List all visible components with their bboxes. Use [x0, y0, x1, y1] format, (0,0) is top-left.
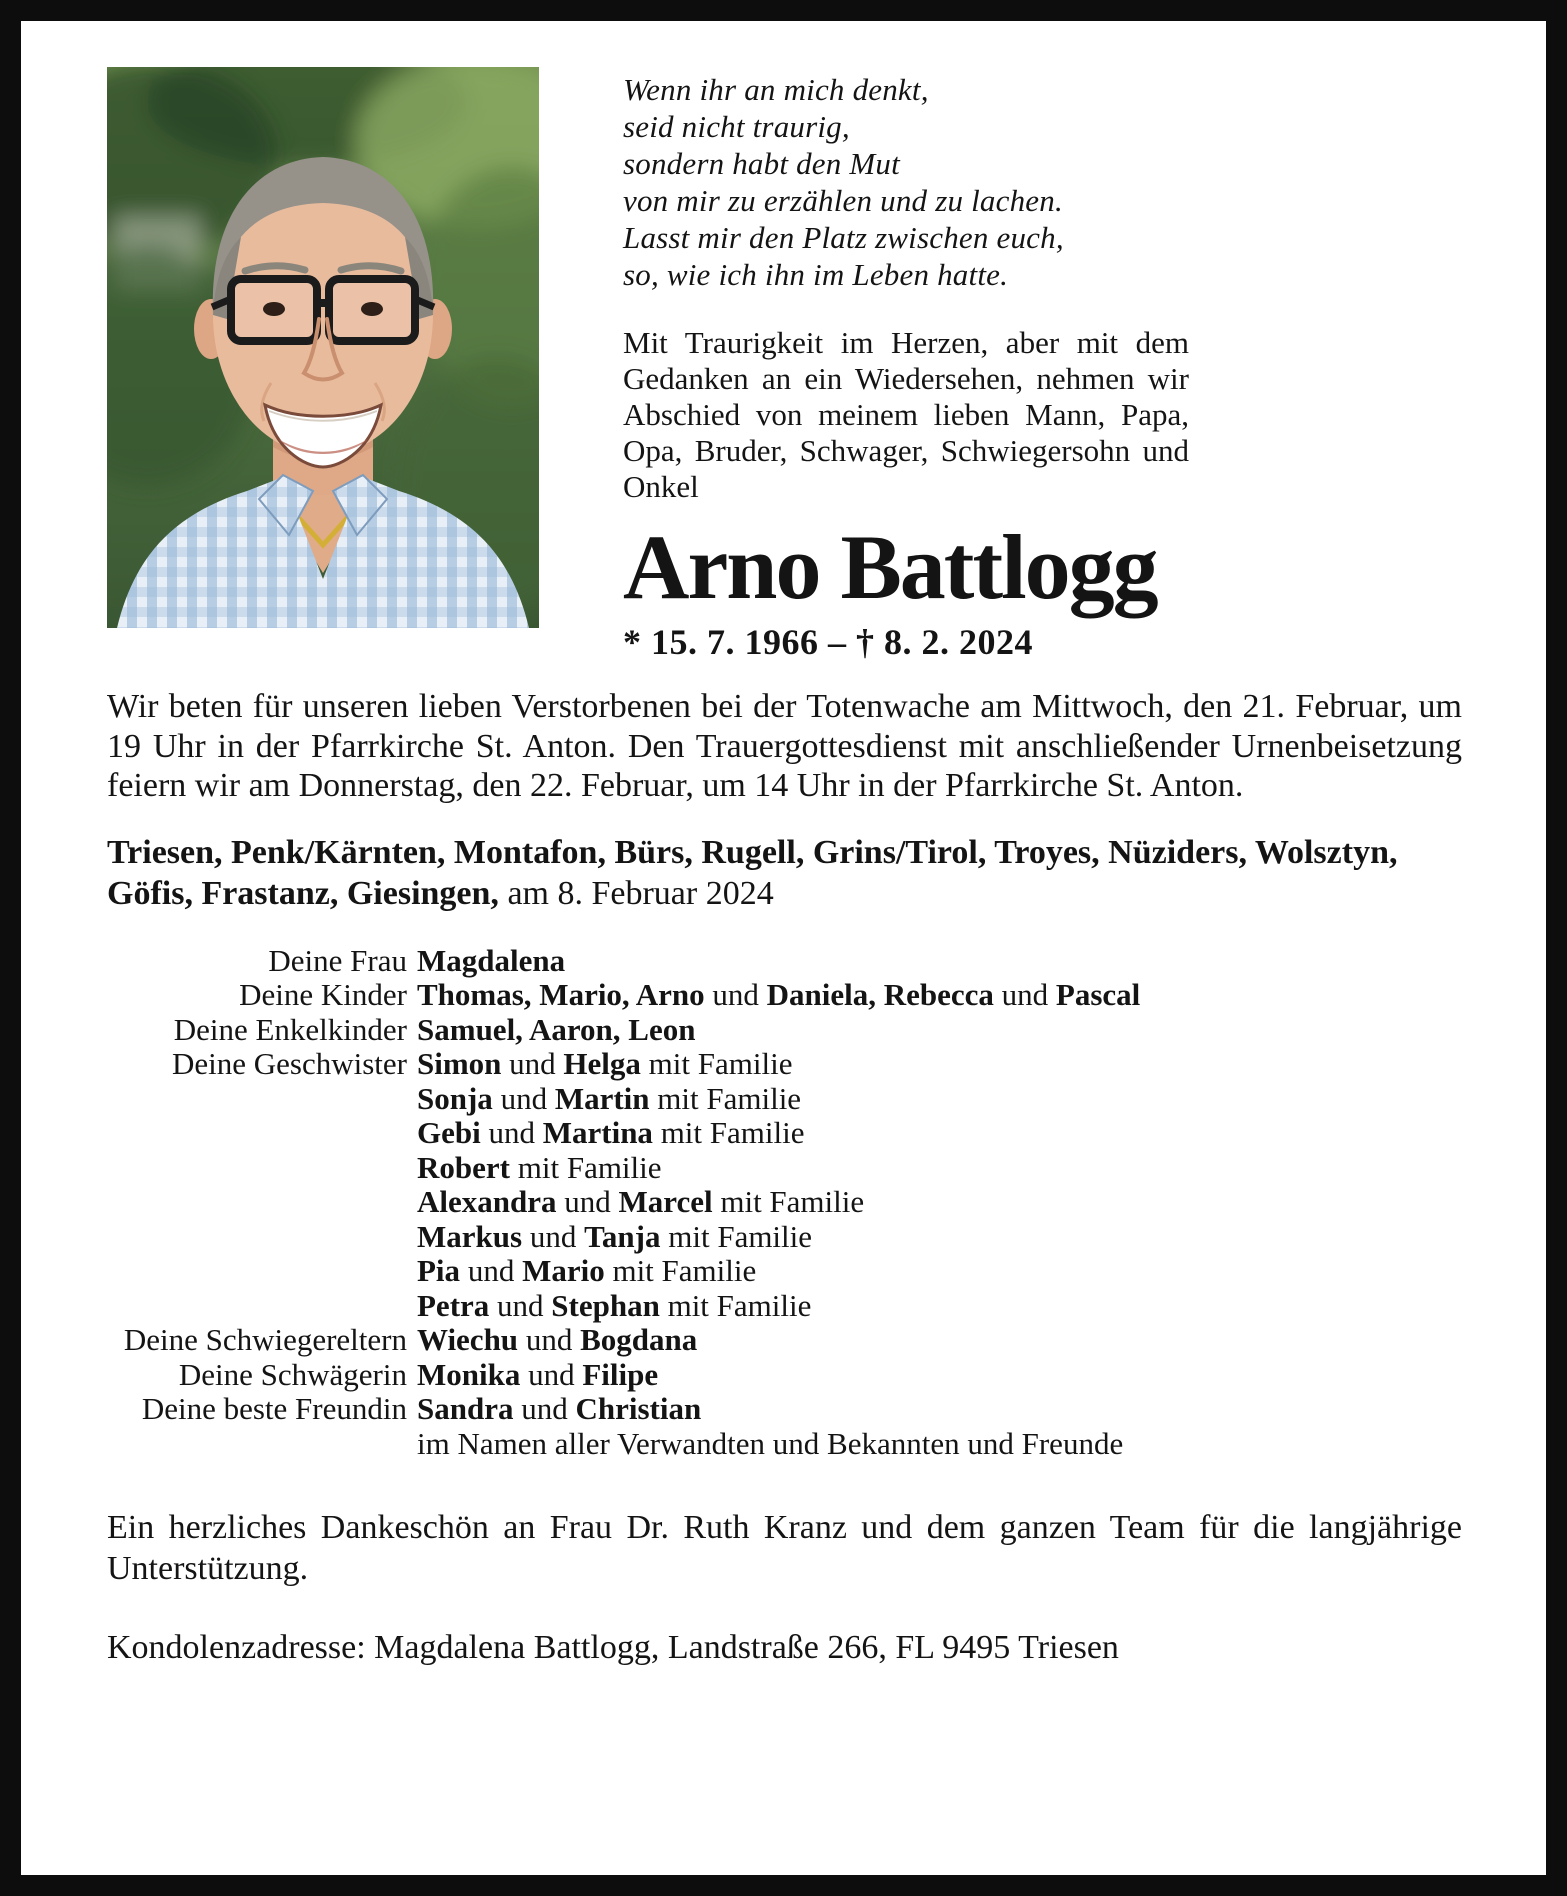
family-names: im Namen aller Verwandten und Bekannten und Freunde	[417, 1425, 1124, 1461]
family-row	[107, 1427, 1462, 1462]
poem-line: so, wie ich ihn im Leben hatte.	[623, 257, 1009, 292]
family-names: Pia und Mario mit Familie	[417, 1253, 757, 1288]
thanks-text: Ein herzliches Dankeschön an Frau Dr. Ruth Kranz und dem ganzen Team für die langjährige Unterstützung.	[107, 1509, 1462, 1587]
family-row	[107, 1358, 1462, 1393]
family-row	[107, 978, 1462, 1013]
family-row	[107, 1185, 1462, 1220]
family-row	[107, 1047, 1462, 1082]
poem-line: Lasst mir den Platz zwischen euch,	[623, 220, 1064, 255]
family-row	[107, 1392, 1462, 1427]
family-names: Robert mit Familie	[417, 1149, 662, 1185]
family-list	[107, 944, 1462, 1462]
poem-line: Wenn ihr an mich denkt,	[623, 72, 929, 107]
family-relation-label: Deine Kinder	[239, 977, 407, 1012]
family-relation-label: Deine Geschwister	[172, 1046, 407, 1081]
family-names: Sonja und Martin mit Familie	[417, 1080, 802, 1116]
family-row	[107, 1151, 1462, 1186]
family-names: Thomas, Mario, Arno und Daniela, Rebecca und Pascal	[417, 977, 1141, 1012]
service-info: Wir beten für unseren lieben Verstorbenen bei der Totenwache am Mittwoch, den 21. Februar, um 19 Uhr in der Pfarrkirche St. Anton. Den Trauergottesdienst mit anschließender Urnenbeisetzung feiern wir am Donnerstag, den 22. Februar, um 14 Uhr in der Pfarrkirche St. Anton.	[107, 688, 1462, 804]
portrait-photo	[107, 67, 539, 628]
family-relation-label: Deine beste Freundin	[141, 1391, 407, 1426]
family-row	[107, 1323, 1462, 1358]
family-names: Monika und Filipe	[417, 1356, 659, 1392]
family-names: Magdalena	[417, 942, 566, 978]
family-relation-label: Deine Enkelkinder	[173, 1011, 407, 1047]
locations-line	[107, 832, 1462, 914]
header-text-column	[623, 67, 1189, 663]
family-relation-label: Deine Schwägerin	[178, 1356, 407, 1392]
family-relation-label: Deine Schwiegereltern	[123, 1322, 407, 1357]
family-row	[107, 944, 1462, 979]
family-relation-label: Deine Frau	[268, 942, 407, 978]
family-names: Samuel, Aaron, Leon	[417, 1011, 696, 1047]
family-row	[107, 1220, 1462, 1255]
condolence-address: Kondolenzadresse: Magdalena Battlogg, Landstraße 266, FL 9495 Triesen	[107, 1629, 1119, 1666]
poem-line: von mir zu erzählen und zu lachen.	[623, 183, 1063, 218]
family-names: Sandra und Christian	[417, 1391, 702, 1426]
family-row	[107, 1254, 1462, 1289]
family-row	[107, 1082, 1462, 1117]
poem-line: seid nicht traurig,	[623, 109, 850, 144]
life-dates: * 15. 7. 1966 – † 8. 2. 2024	[623, 622, 1033, 662]
locations-list: Triesen, Penk/Kärnten, Montafon, Bürs, Rugell, Grins/Tirol, Troyes, Nüziders, Wolsztyn, Göfis, Frastanz, Giesingen,	[107, 833, 1398, 912]
locations-date: am 8. Februar 2024	[498, 874, 774, 912]
poem	[623, 71, 1189, 293]
family-names: Markus und Tanja mit Familie	[417, 1218, 813, 1254]
family-names: Petra und Stephan mit Familie	[417, 1287, 812, 1323]
family-names: Alexandra und Marcel mit Familie	[417, 1184, 865, 1219]
top-section	[107, 67, 1462, 663]
family-names: Gebi und Martina mit Familie	[417, 1115, 805, 1150]
deceased-name: Arno Battlogg	[623, 516, 1157, 618]
family-row	[107, 1013, 1462, 1048]
family-row	[107, 1116, 1462, 1151]
family-row	[107, 1289, 1462, 1324]
intro-text: Mit Traurigkeit im Herzen, aber mit dem Gedanken an ein Wiedersehen, nehmen wir Abschied von meinem lieben Mann, Papa, Opa, Bruder, Schwager, Schwiegersohn und Onkel	[623, 325, 1189, 504]
family-names: Wiechu und Bogdana	[417, 1322, 698, 1357]
family-names: Simon und Helga mit Familie	[417, 1046, 793, 1081]
portrait-illustration	[107, 67, 539, 628]
poem-line: sondern habt den Mut	[623, 146, 900, 181]
